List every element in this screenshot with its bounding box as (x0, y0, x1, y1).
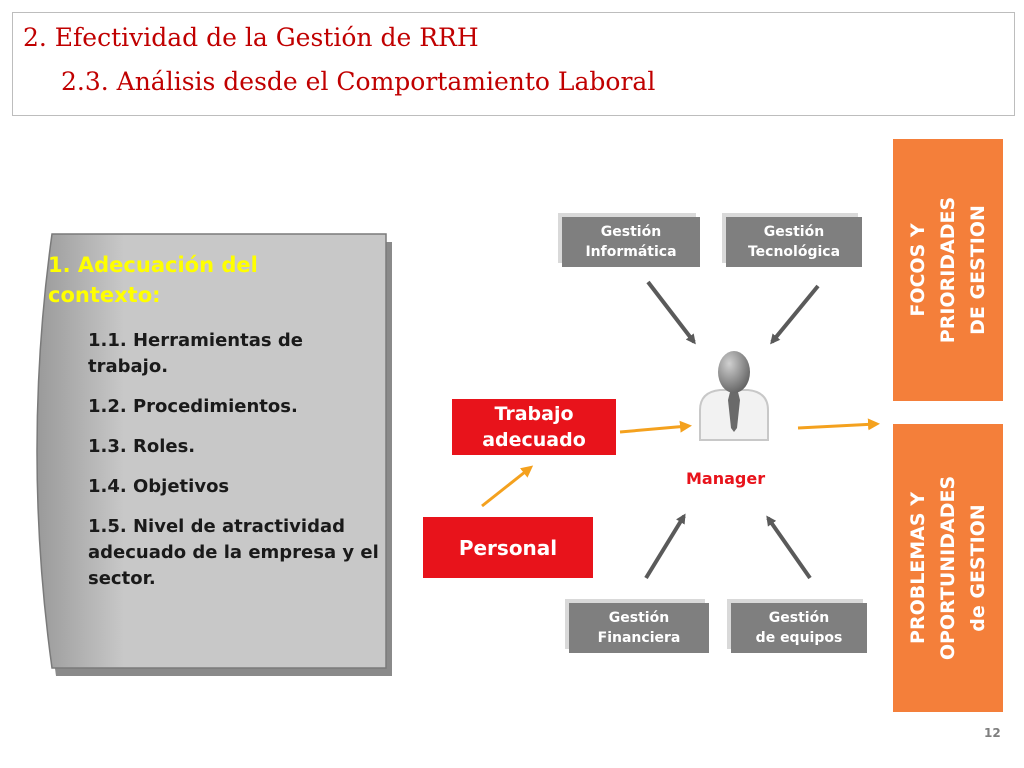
gestion-informatica-box (562, 217, 700, 267)
list-item: 1.4. Objetivos (88, 476, 230, 497)
box-line: Personal (458, 535, 558, 560)
arrow-top-left (648, 282, 694, 342)
list-item: 1.2. Procedimientos. (88, 396, 298, 417)
list-item: 1.1. Herramientas de trabajo. (88, 330, 303, 377)
manager-label: Manager (686, 469, 766, 488)
arrow-top-right (772, 286, 818, 342)
manager-person-icon (696, 350, 772, 442)
box-line: Tecnológica (747, 244, 841, 260)
box-line: OPORTUNIDADES (937, 475, 959, 661)
arrow-manager-to-right (798, 424, 876, 428)
box-line: PRIORIDADES (937, 196, 959, 344)
arrow-bottom-left (646, 516, 684, 578)
box-line: Gestión (768, 610, 830, 626)
box-line: Informática (585, 244, 677, 260)
box-line: de GESTION (967, 504, 989, 632)
box-line: Gestión (763, 224, 825, 240)
box-line: FOCOS Y (907, 223, 929, 317)
list-item: 1.5. Nivel de atractividad adecuado de la empresa y el sector. (88, 516, 379, 589)
box-line: de equipos (755, 630, 843, 646)
problemas-text (903, 476, 993, 660)
gestion-financiera-box (569, 603, 709, 653)
gestion-tecnologica-box (726, 217, 862, 267)
slide-subtitle: 2.3. Análisis desde el Comportamiento Laboral (61, 67, 656, 96)
box-line: Financiera (597, 630, 681, 646)
title-box (12, 12, 1015, 116)
list-item: 1.3. Roles. (88, 436, 196, 457)
context-heading: 1. Adecuación del contexto: (48, 253, 258, 307)
box-line: Gestión (608, 610, 670, 626)
box-line: Trabajo (494, 403, 574, 425)
focos-text (903, 197, 993, 343)
arrow-bottom-right (768, 518, 810, 578)
focos-box (893, 139, 1003, 401)
box-line: Gestión (600, 224, 662, 240)
arrow-personal-to-trabajo (482, 468, 530, 506)
personal-box (423, 517, 593, 578)
problemas-box (893, 424, 1003, 712)
context-list (88, 328, 388, 606)
box-line: DE GESTION (967, 205, 989, 335)
box-line: PROBLEMAS Y (907, 492, 929, 644)
context-panel (30, 232, 392, 676)
trabajo-adecuado-box (452, 399, 616, 455)
slide-title: 2. Efectividad de la Gestión de RRH (23, 23, 479, 52)
arrow-trabajo-to-manager (620, 426, 688, 432)
page-number: 12 (984, 726, 1001, 740)
box-line: adecuado (482, 429, 586, 451)
gestion-equipos-box (731, 603, 867, 653)
